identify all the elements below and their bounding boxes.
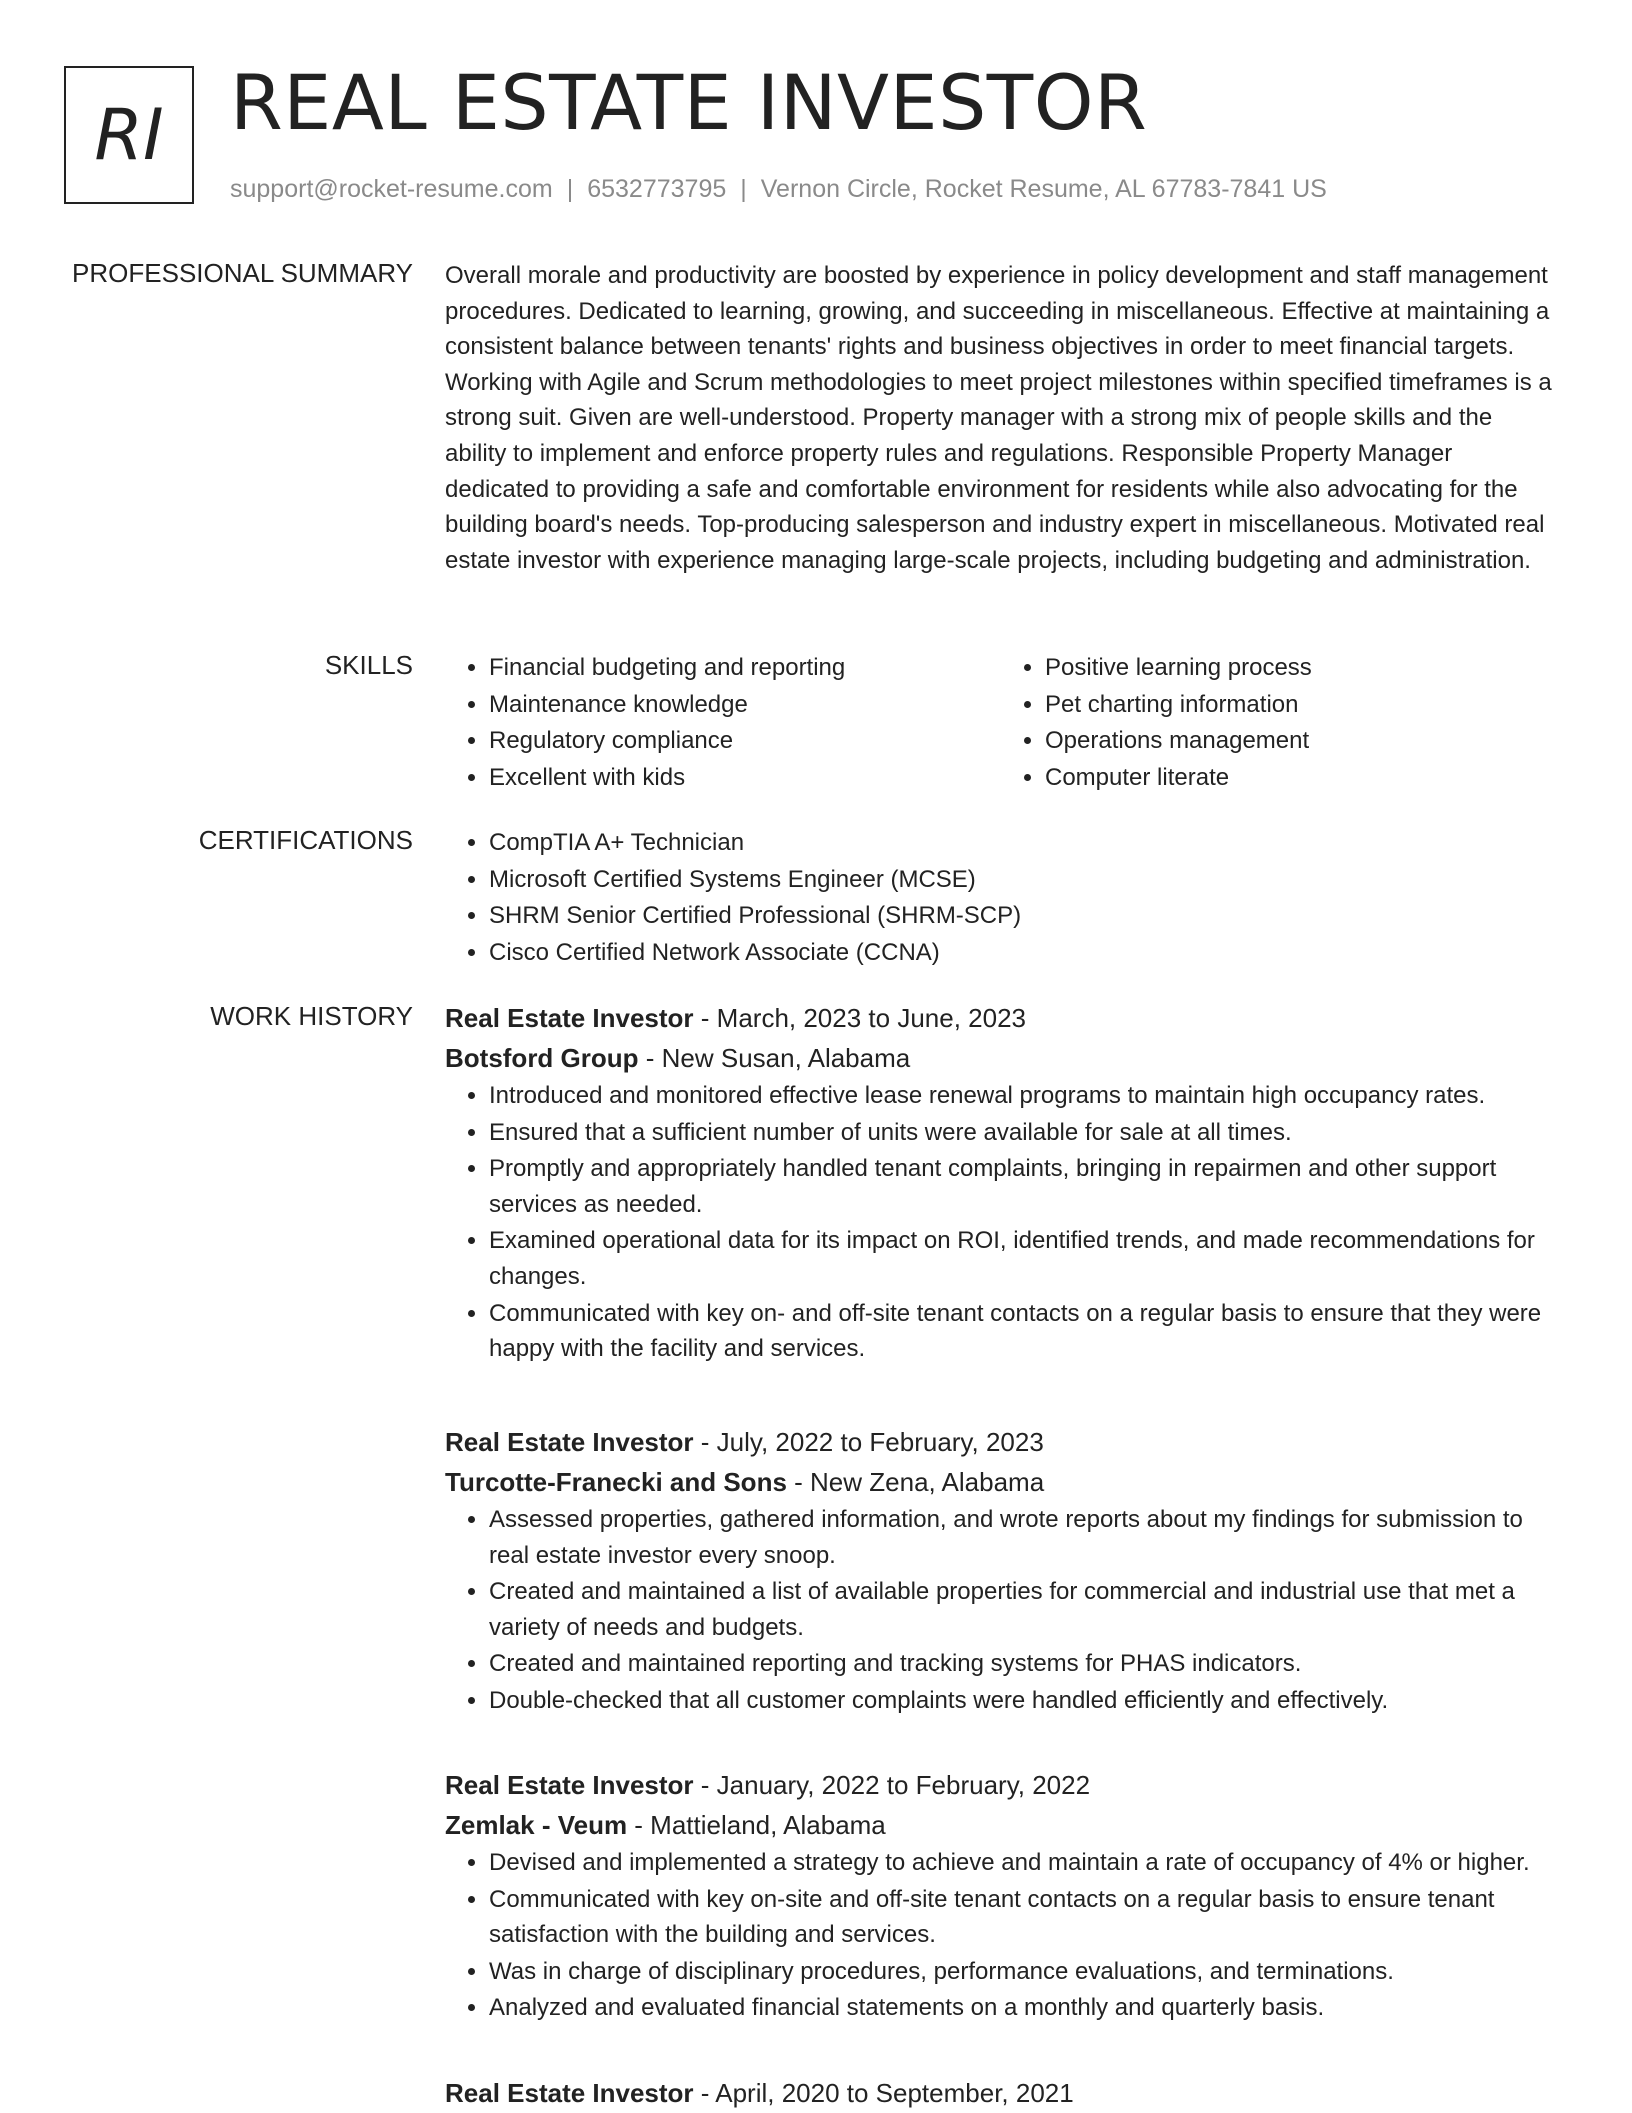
summary-text: Overall morale and productivity are boosted by experience in policy development and staff management procedures. Dedicated to learning, growing, and succeeding in miscellaneous. Effective at maintaining a consistent balance between tenants' rights and business objectives in order to meet financial targets. Working with Agile and Scrum methodologies to meet project milestones within specified timeframes is a strong suit. Given are well-understood. Property manager with a strong mix of people skills and the ability to implement and enforce property rules and regulations. Responsible Property Manager dedicated to providing a safe and comfortable environment for residents while also advocating for the building board's needs. Top-producing salesperson and industry expert in miscellaneous. Motivated real estate investor with experience managing large-scale projects, including budgeting and administration. <box>445 262 1552 574</box>
job-title-line <box>445 1422 1557 1462</box>
resume-title: REAL ESTATE INVESTOR <box>230 58 1148 147</box>
monogram-logo: RI <box>64 66 194 204</box>
job-entry <box>445 1765 1557 2027</box>
skill-item: • Operations management <box>1045 723 1557 759</box>
job-bullet: • Created and maintained a list of available properties for commercial and industrial use that met a variety of needs and budgets. <box>489 1574 1557 1645</box>
contact-address: Vernon Circle, Rocket Resume, AL 67783-7841 US <box>760 175 1327 203</box>
job-bullets <box>445 1502 1557 1719</box>
job-company-line <box>445 1038 1557 1078</box>
job-role: Real Estate Investor <box>445 2078 694 2108</box>
job-dates: - January, 2022 to February, 2022 <box>693 1770 1091 1800</box>
job-role: Real Estate Investor <box>445 1003 694 1033</box>
section-title-summary: PROFESSIONAL SUMMARY <box>72 258 413 288</box>
job-role: Real Estate Investor <box>445 1427 694 1457</box>
job-bullet: • Double-checked that all customer complaints were handled efficiently and effectively. <box>489 1683 1557 1719</box>
job-role: Real Estate Investor <box>445 1770 694 1800</box>
job-title-line <box>445 2073 1557 2113</box>
skill-item: • Positive learning process <box>1045 650 1557 686</box>
job-entry <box>445 2073 1557 2113</box>
job-bullet: • Introduced and monitored effective lease renewal programs to maintain high occupancy rates. <box>489 1078 1557 1114</box>
contact-separator: | <box>740 175 747 203</box>
job-entry <box>445 998 1557 1368</box>
skill-item: • Excellent with kids <box>489 760 1001 796</box>
skills-list <box>445 650 1557 796</box>
job-bullet: • Assessed properties, gathered information, and wrote reports about my findings for submission to real estate investor every snoop. <box>489 1502 1557 1573</box>
job-bullets <box>445 1078 1557 1367</box>
section-title-skills: SKILLS <box>324 650 413 680</box>
job-company: Botsford Group <box>445 1043 639 1073</box>
skills-column-right <box>1001 650 1557 796</box>
certification-item: • Cisco Certified Network Associate (CCNA) <box>489 935 1557 971</box>
job-bullet: • Communicated with key on- and off-site tenant contacts on a regular basis to ensure that they were happy with the facility and services. <box>489 1296 1557 1367</box>
contact-email[interactable]: support@rocket-resume.com <box>230 175 553 203</box>
certification-item: • SHRM Senior Certified Professional (SHRM-SCP) <box>489 898 1557 934</box>
job-location: - New Zena, Alabama <box>786 1467 1045 1497</box>
job-bullet: • Analyzed and evaluated financial statements on a monthly and quarterly basis. <box>489 1990 1557 2026</box>
contact-line <box>230 175 1327 204</box>
skill-item: • Maintenance knowledge <box>489 687 1001 723</box>
skill-item: • Pet charting information <box>1045 687 1557 723</box>
job-title-line <box>445 1765 1557 1805</box>
job-title-line <box>445 998 1557 1038</box>
job-bullet: • Communicated with key on-site and off-site tenant contacts on a regular basis to ensure tenant satisfaction with the building and services. <box>489 1882 1557 1953</box>
job-company-line <box>445 1805 1557 1845</box>
certifications-list <box>445 825 1557 971</box>
certification-item: • CompTIA A+ Technician <box>489 825 1557 861</box>
skill-item: • Financial budgeting and reporting <box>489 650 1001 686</box>
contact-separator: | <box>566 175 574 203</box>
job-company-line <box>445 1462 1557 1502</box>
job-bullet: • Created and maintained reporting and tracking systems for PHAS indicators. <box>489 1646 1557 1682</box>
job-bullets <box>445 1845 1557 2026</box>
section-title-certifications: CERTIFICATIONS <box>198 825 413 855</box>
job-bullet: • Ensured that a sufficient number of units were available for sale at all times. <box>489 1115 1557 1151</box>
job-bullet: • Was in charge of disciplinary procedures, performance evaluations, and terminations. <box>489 1954 1557 1990</box>
job-company: Zemlak - Veum <box>445 1810 628 1840</box>
certification-item: • Microsoft Certified Systems Engineer (MCSE) <box>489 862 1557 898</box>
skill-item: • Computer literate <box>1045 760 1557 796</box>
skill-item: • Regulatory compliance <box>489 723 1001 759</box>
contact-phone[interactable]: 6532773795 <box>587 175 727 203</box>
job-dates: - March, 2023 to June, 2023 <box>693 1003 1026 1033</box>
job-company: Turcotte-Franecki and Sons <box>445 1467 787 1497</box>
job-location: - New Susan, Alabama <box>638 1043 911 1073</box>
section-title-work-history: WORK HISTORY <box>210 1001 413 1031</box>
job-location: - Mattieland, Alabama <box>627 1810 886 1840</box>
job-dates: - April, 2020 to September, 2021 <box>693 2078 1074 2108</box>
job-entry <box>445 1422 1557 1720</box>
skills-column-left <box>445 650 1001 796</box>
job-dates: - July, 2022 to February, 2023 <box>693 1427 1044 1457</box>
job-bullet: • Devised and implemented a strategy to achieve and maintain a rate of occupancy of 4% or higher. <box>489 1845 1557 1881</box>
job-bullet: • Examined operational data for its impact on ROI, identified trends, and made recommendations for changes. <box>489 1223 1557 1294</box>
job-bullet: • Promptly and appropriately handled tenant complaints, bringing in repairmen and other support services as needed. <box>489 1151 1557 1222</box>
